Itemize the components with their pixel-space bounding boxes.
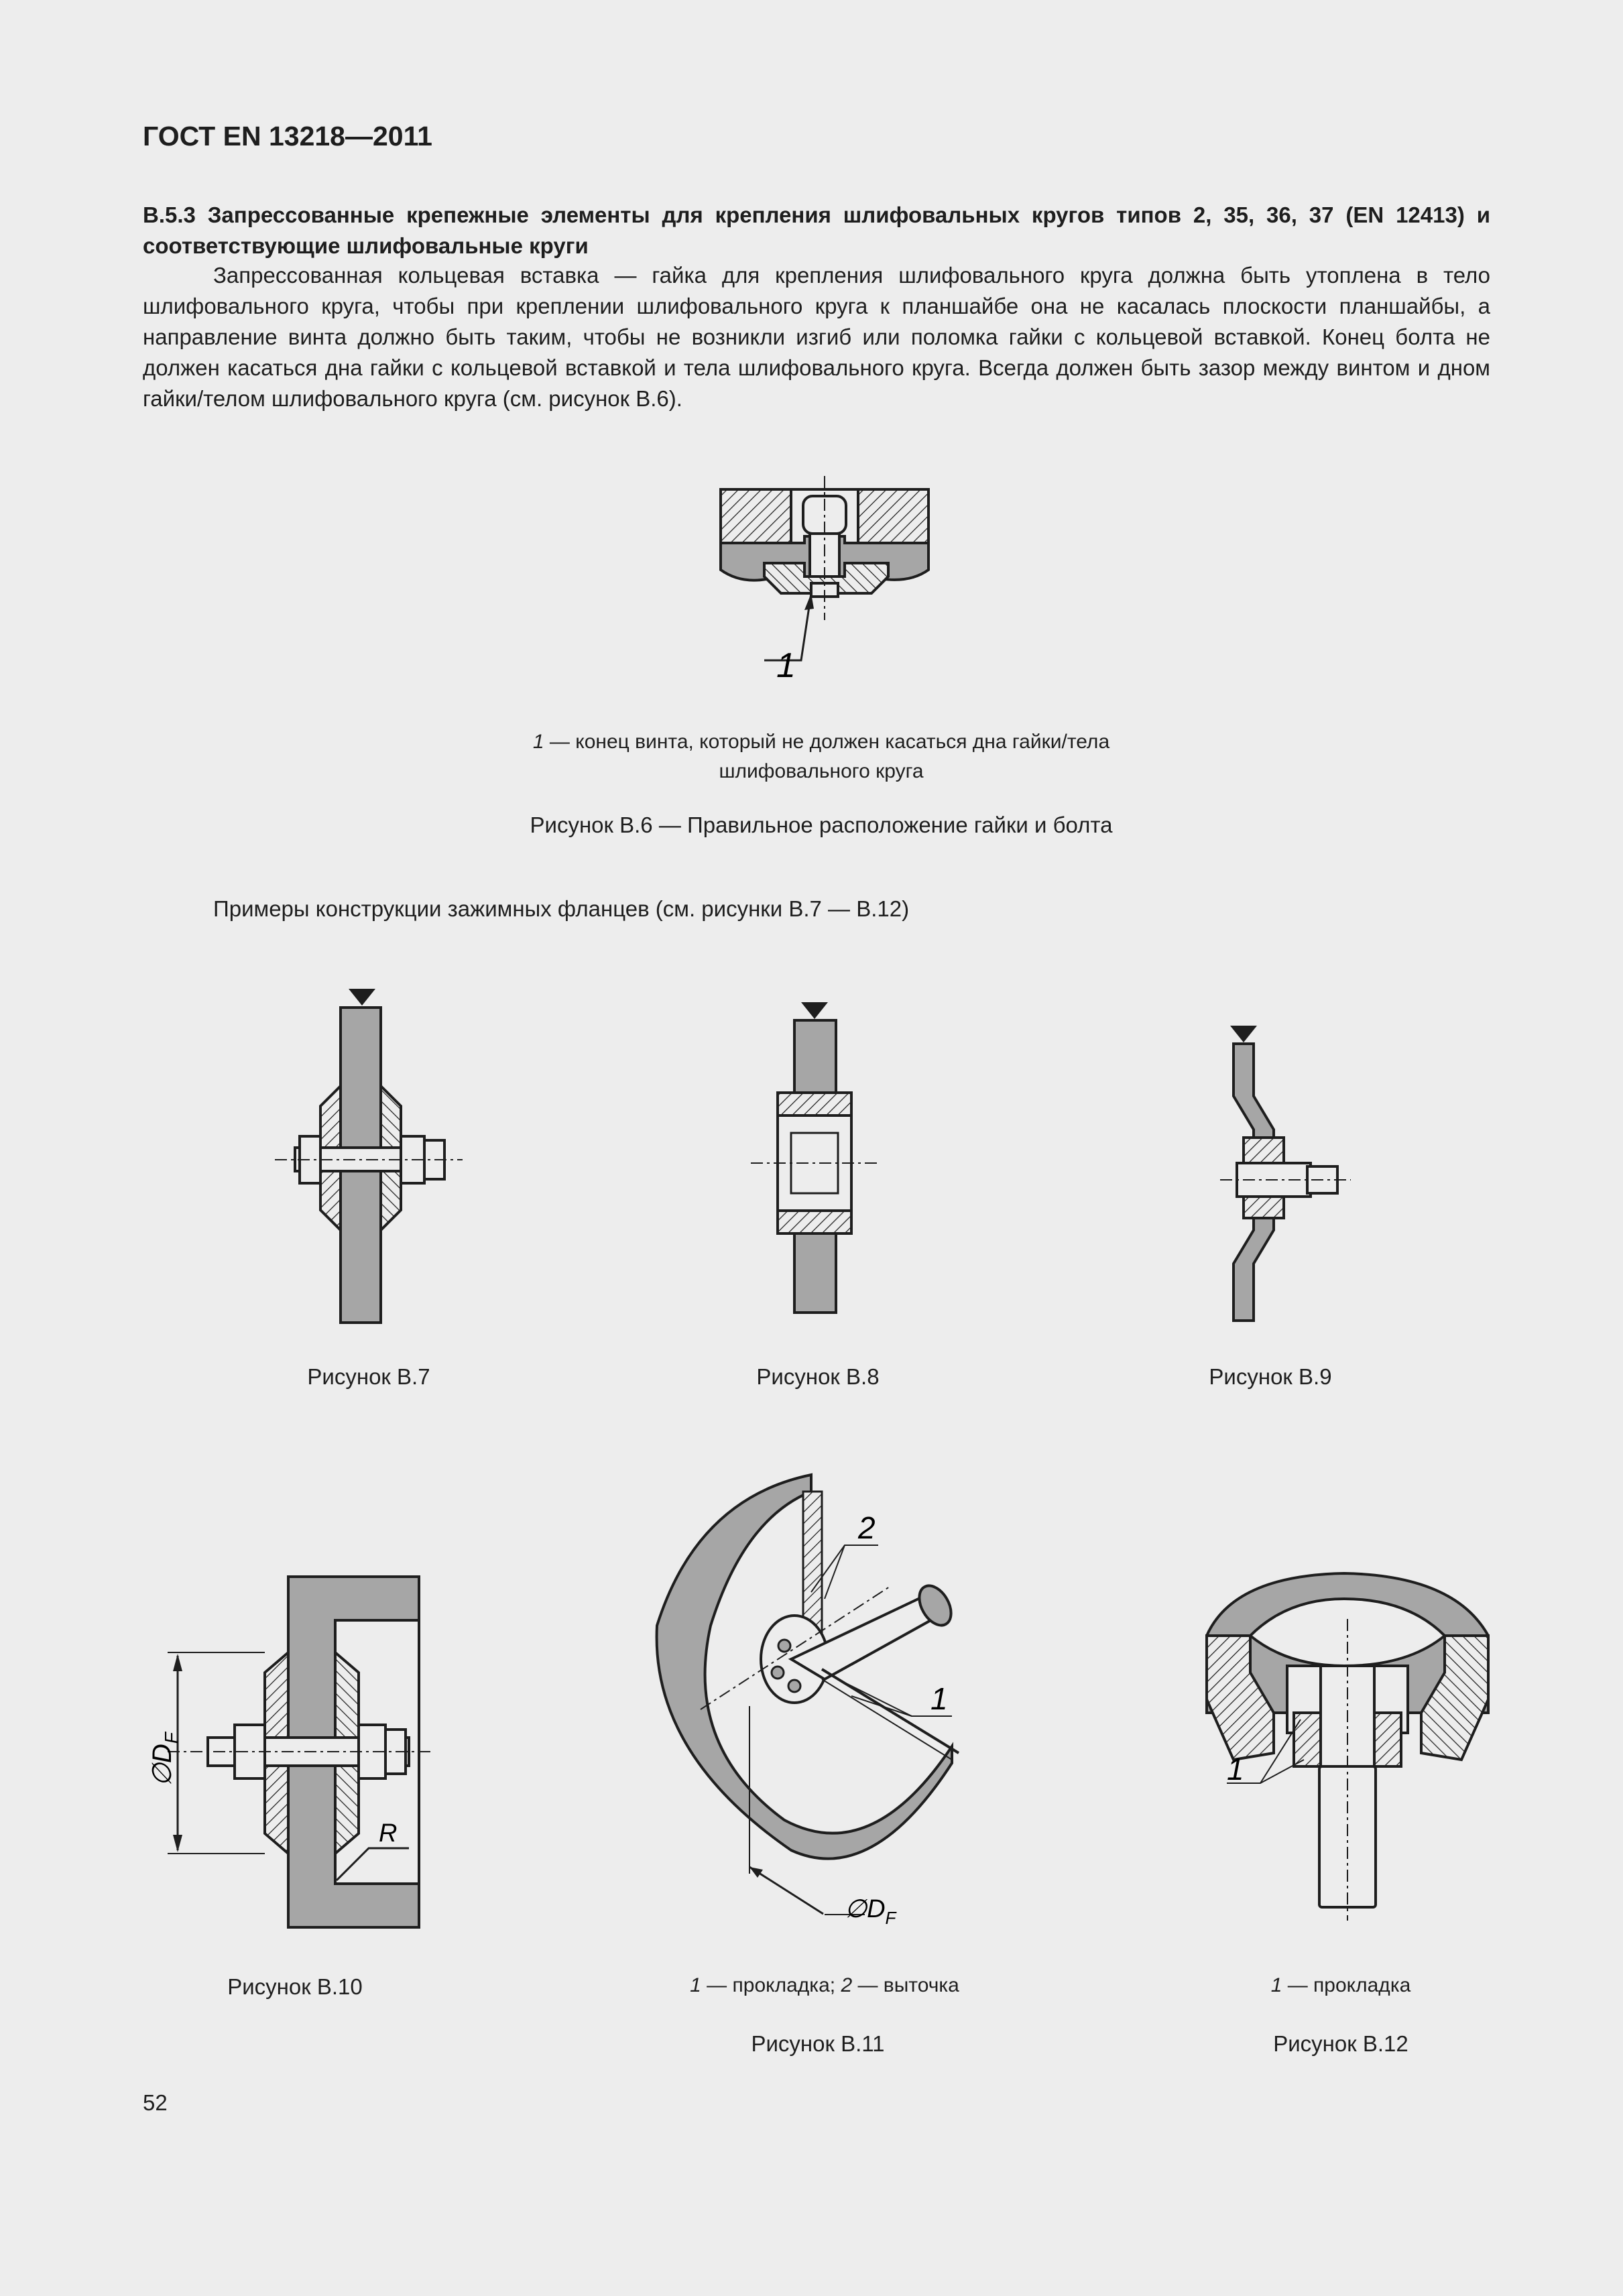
document-header: ГОСТ EN 13218—2011 [143, 121, 432, 152]
figure-b6-legend-text: — конец винта, который не должен касаться дна гайки/тела шлифовального круга [544, 731, 1110, 782]
figure-b12-drawing [1187, 1565, 1502, 1927]
figure-b10-radius-label: R [379, 1819, 398, 1848]
figure-b12-legend [1193, 1974, 1488, 1997]
figure-b6-caption: Рисунок В.6 — Правильное расположение гайки и болта [530, 812, 1113, 837]
figure-b11-legend-1-text: — прокладка; [701, 1974, 841, 1996]
section-paragraph: Запрессованная кольцевая вставка — гайка для крепления шлифовального круга должна быть утоплена в тело шлифовального круга, чтобы при креплении шлифовального круга к планшайбе она не касалась плоскости планшайбы, а направление винта должно быть таким, чтобы не возникли изгиб или поломка гайки с кольцевой вставкой. Конец болта не должен касаться дна гайки с кольцевой вставкой и тела шлифовального круга. Всегда должен быть зазор между винтом и дном гайки/телом шлифовального круга (см. рисунок В.6). [143, 263, 1490, 411]
figure-b11-legend-1-num: 1 [690, 1974, 701, 1996]
figure-b6-callout: 1 [776, 646, 796, 685]
section-heading: В.5.3 Запрессованные крепежные элементы для крепления шлифовальных кругов типов 2, 35, 36, 37 (EN 12413) и соответствующие шлифовальные круги [143, 202, 1490, 258]
figure-b9-drawing [1207, 1022, 1361, 1331]
figure-b10-dim-sub: F [161, 1732, 182, 1744]
figure-b10-caption: Рисунок В.10 [227, 1974, 363, 1999]
figure-b6-legend-num: 1 [532, 731, 544, 753]
figure-b12-legend-1-num: 1 [1270, 1974, 1282, 1996]
figure-b10-dim-label: ∅D [147, 1744, 177, 1787]
figure-b11-legend-2-num: 2 [841, 1974, 853, 1996]
figure-b6-drawing [717, 476, 939, 697]
figure-b7-drawing [261, 982, 476, 1331]
figure-b11-callout-1: 1 [930, 1681, 948, 1716]
figure-b11-dim-label: ∅D [845, 1895, 886, 1923]
figure-b11-dim-sub: F [885, 1908, 896, 1928]
figure-b8-caption: Рисунок В.8 [756, 1364, 880, 1389]
intro-text: Примеры конструкции зажимных фланцев (см. рисунки В.7 — В.12) [213, 896, 910, 921]
figure-b8-drawing [737, 999, 898, 1327]
figure-b10-drawing [127, 1565, 442, 1941]
figure-b12-caption: Рисунок В.12 [1273, 2031, 1408, 2056]
figure-b7-caption: Рисунок В.7 [307, 1364, 430, 1389]
figure-b11-caption: Рисунок В.11 [751, 2031, 885, 2056]
figure-b12-callout-1: 1 [1227, 1752, 1244, 1787]
figure-b6-legend [469, 727, 1173, 786]
figure-b9-caption: Рисунок В.9 [1209, 1364, 1332, 1389]
svg-text:∅DF [845, 1895, 898, 1928]
figure-b11-callout-2: 2 [858, 1510, 876, 1545]
figure-b12-legend-1-text: — прокладка [1282, 1974, 1411, 1996]
figure-b11-legend-2-text: — выточка [852, 1974, 959, 1996]
figure-b11-legend [603, 1974, 1046, 1997]
svg-text:∅DF [147, 1731, 182, 1787]
page-number: 52 [143, 2090, 168, 2115]
figure-b11-drawing [650, 1471, 999, 1934]
